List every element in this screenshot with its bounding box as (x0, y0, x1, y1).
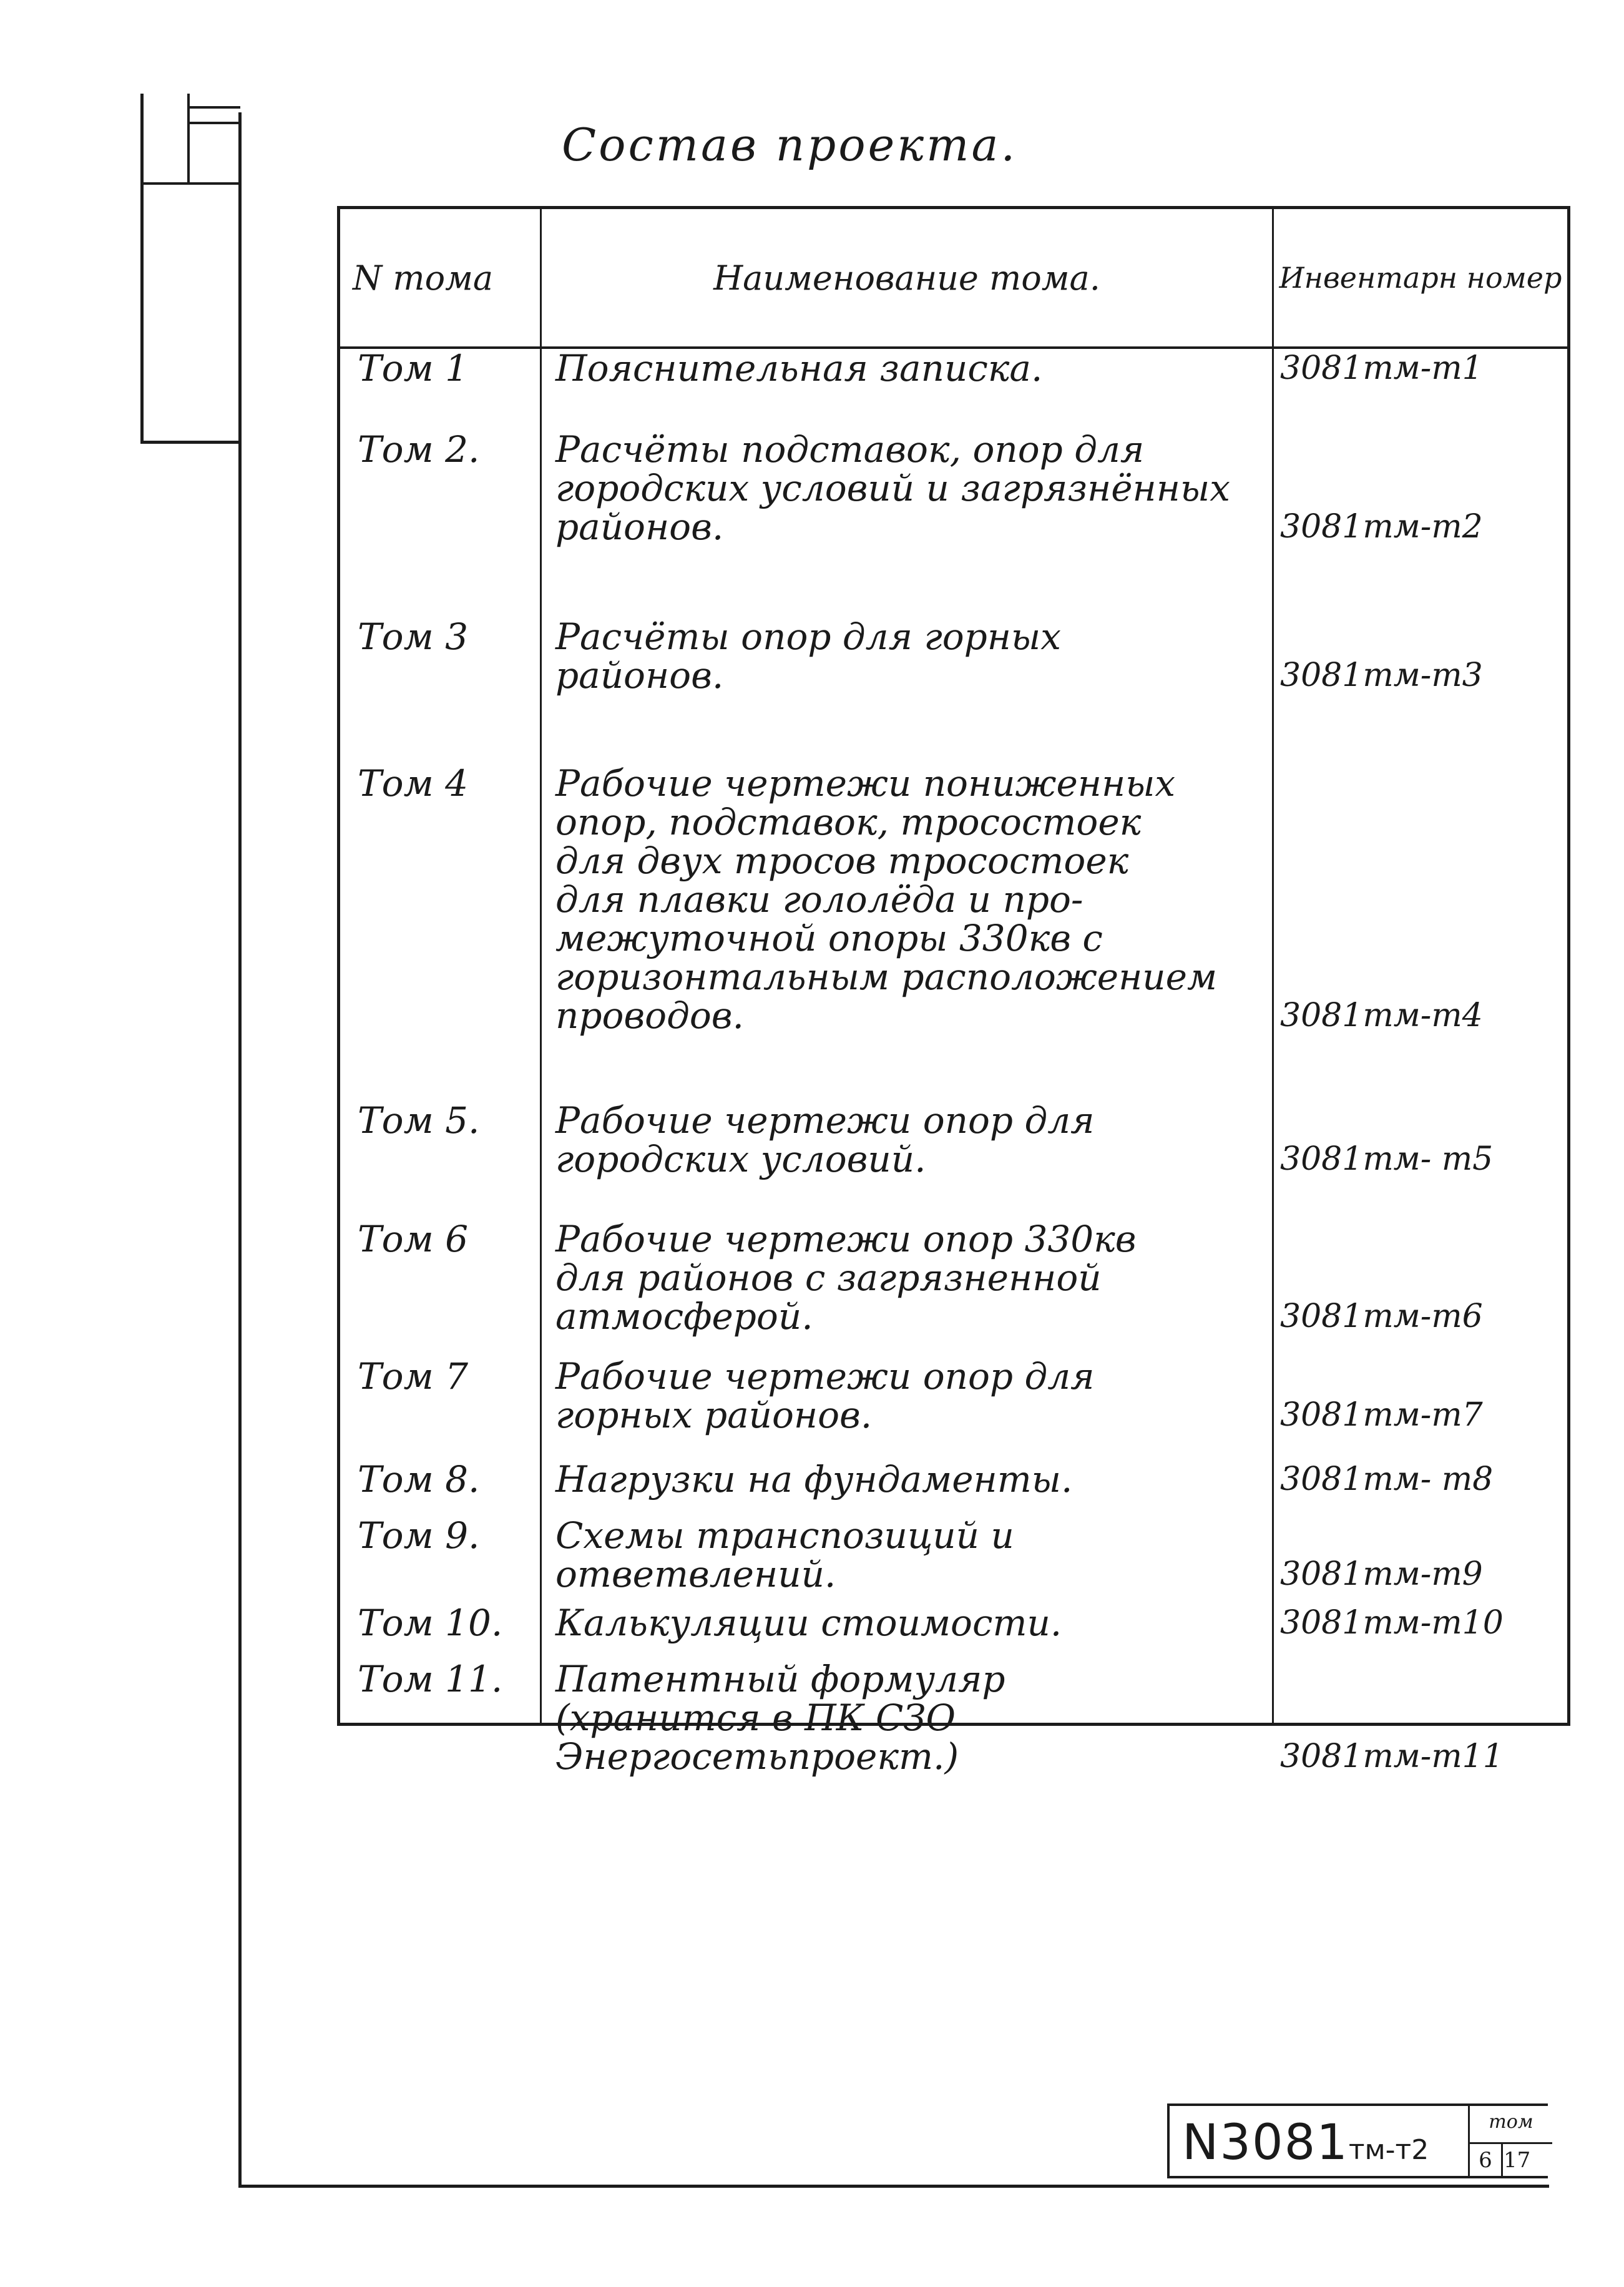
inventory-number: 3081тм-т3 (1280, 657, 1483, 694)
volume-name-line: Энергосетьпроект.) (555, 1735, 959, 1778)
volume-number: Том 5. (358, 1099, 480, 1142)
volume-name-line: Рабочие чертежи опор для (555, 1355, 1095, 1398)
volume-name-line: Пояснительная записка. (555, 347, 1043, 389)
stamp-sheet-box (1468, 2106, 1552, 2178)
inventory-number: 3081тм-т6 (1280, 1298, 1483, 1335)
page-title: Состав проекта. (562, 119, 1018, 171)
side-strip-top-line (187, 106, 240, 109)
inventory-number: 3081тм- т5 (1280, 1140, 1494, 1178)
table-header-row (339, 208, 1569, 348)
stamp-total-sheets: 17 (1504, 2148, 1531, 2173)
inventory-number: 3081тм-т11 (1280, 1738, 1504, 1775)
volume-name-line: районов. (555, 654, 724, 697)
volume-number: Том 7 (358, 1355, 469, 1398)
stamp-label: том (1470, 2106, 1552, 2144)
header-inventory-number: Инвентарн номер (1273, 208, 1569, 348)
inventory-number: 3081тм-т7 (1280, 1396, 1483, 1434)
inventory-number: 3081тм-т1 (1280, 350, 1483, 387)
volume-name-line: Рабочие чертежи опор для (555, 1099, 1095, 1142)
volume-name-line: для районов с загрязненной (555, 1256, 1102, 1299)
volume-number: Том 1 (358, 347, 469, 389)
volume-name-line: Расчёты опор для горных (555, 615, 1061, 658)
header-volume-name: Наименование тома. (541, 208, 1273, 348)
inventory-number: 3081тм-т9 (1280, 1555, 1483, 1593)
volume-name-column (542, 347, 1272, 1778)
volume-name-line: Патентный формуляр (555, 1658, 1005, 1700)
volume-name-line: для плавки гололёда и про- (555, 878, 1083, 921)
side-strip-outer-line (140, 94, 144, 443)
volume-number: Том 8. (358, 1458, 480, 1501)
header-volume-number: N тома (339, 208, 541, 348)
volume-name-line: межуточной опоры 330кв с (555, 917, 1103, 959)
stamp-sheet-number: 6 (1470, 2142, 1503, 2178)
volume-number: Том 4 (358, 762, 469, 805)
volume-name-line: Рабочие чертежи опор 330кв (555, 1218, 1137, 1260)
volume-name-line: Калькуляции стоимости. (555, 1602, 1062, 1644)
volume-name-line: горных районов. (555, 1394, 873, 1436)
volume-name-line: (хранится в ПК СЗО (555, 1697, 956, 1739)
volume-name-line: горизонтальным расположением (555, 956, 1218, 998)
contents-table (337, 206, 1570, 1778)
volume-name-line: Расчёты подставок, опор для (555, 428, 1145, 471)
volume-name-line: районов. (555, 506, 724, 548)
volume-name-line: городских условий и загрязнённых (555, 467, 1230, 509)
volume-name-line: городских условий. (555, 1138, 926, 1180)
volume-name-line: Рабочие чертежи пониженных (555, 762, 1176, 805)
side-strip-bottom-line (140, 441, 240, 444)
volume-number: Том 2. (358, 428, 480, 471)
inventory-number: 3081тм-т10 (1280, 1604, 1504, 1642)
stamp-document-code (1182, 2115, 1429, 2171)
volume-number: Том 9. (358, 1514, 480, 1557)
volume-name-line: Нагрузки на фундаменты. (555, 1458, 1073, 1501)
bottom-margin-line (238, 2185, 1549, 2188)
volume-name-line: Схемы транспозиций и (555, 1514, 1014, 1557)
volume-name-line: ответвлений. (555, 1553, 836, 1595)
stamp-code-main: N3081 (1182, 2115, 1349, 2171)
volume-number: Том 6 (358, 1218, 469, 1260)
volume-number: Том 3 (358, 615, 469, 658)
side-strip-low-line (140, 182, 240, 185)
table-body-row (339, 348, 1569, 1725)
volume-number-column (340, 347, 540, 1700)
left-margin-line (238, 112, 242, 2188)
volume-number: Том 11. (358, 1658, 503, 1700)
volume-name-line: атмосферой. (555, 1295, 813, 1338)
volume-name-line: опор, подставок, тросостоек (555, 801, 1142, 843)
side-strip-mid-line (187, 122, 240, 124)
inventory-number-column (1274, 349, 1567, 1775)
inventory-number: 3081тм-т4 (1280, 997, 1483, 1034)
volume-number: Том 10. (358, 1602, 503, 1644)
inventory-number: 3081тм-т2 (1280, 508, 1483, 546)
volume-name-line: проводов. (555, 994, 744, 1037)
volume-name-line: для двух тросов тросостоек (555, 840, 1129, 882)
document-stamp (1167, 2103, 1548, 2178)
inventory-number: 3081тм- т8 (1280, 1461, 1494, 1498)
stamp-code-suffix: тм-т2 (1348, 2134, 1429, 2166)
